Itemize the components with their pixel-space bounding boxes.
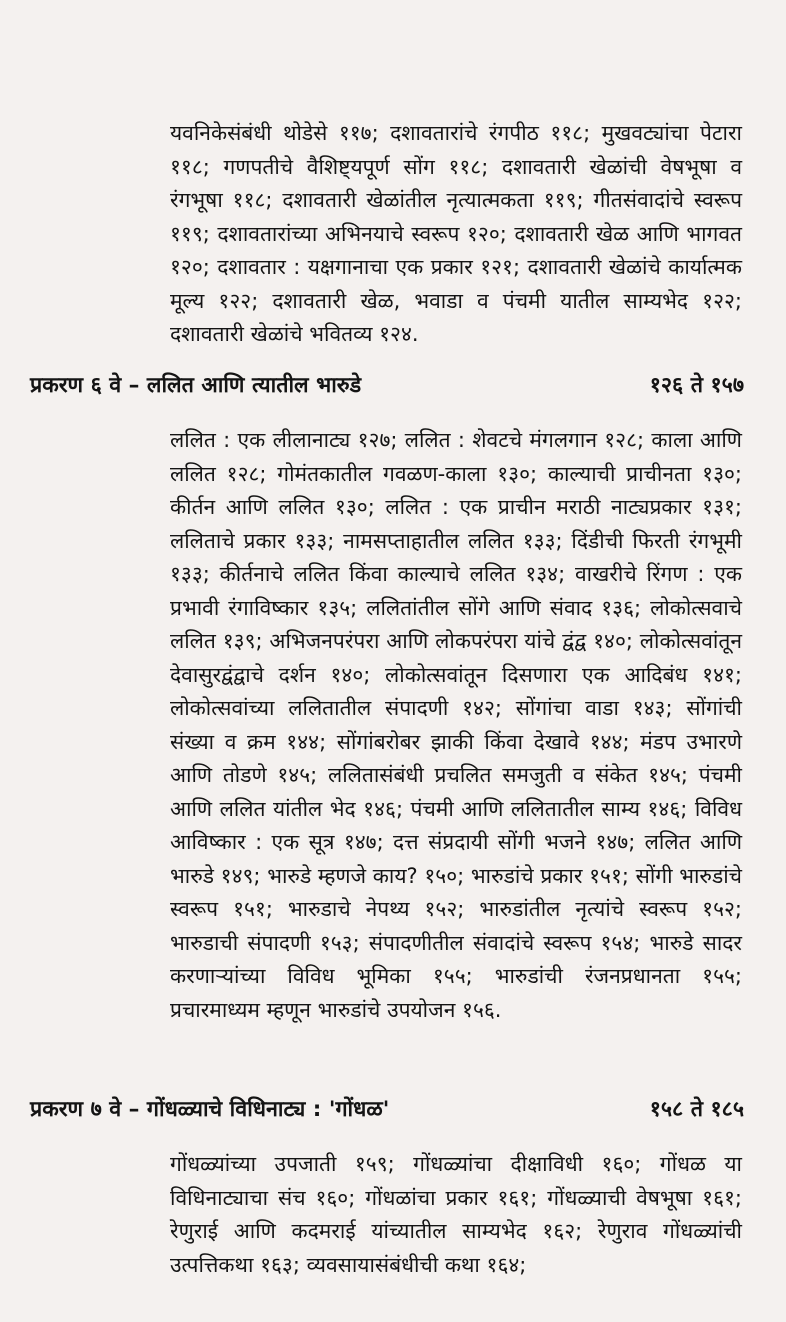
chapter-7-heading [30,1093,744,1127]
chapter-5-contents-continued: यवनिकेसंबंधी थोडेसे ११७; दशावतारांचे रंगपीठ ११८; मुखवट्यांचा पेटारा ११८; गणपतीचे वैशिष्ट्यपूर्ण सोंग ११८; दशावतारी खेळांची वेषभूषा व रंगभूषा ११८; दशावतारी खेळांतील नृत्यात्मकता ११९; गीतसंवादांचे स्वरूप ११९; दशावतारांच्या अभिनयाचे स्वरूप १२०; दशावतारी खेळ आणि भागवत १२०; दशावतार : यक्षगानाचा एक प्रकार १२१; दशावतारी खेळांचे कार्यात्मक मूल्य १२२; दशावतारी खेळ, भवाडा व पंचमी यातील साम्यभेद १२२; दशावतारी खेळांचे भवितव्य १२४. [170,121,742,346]
chapter-6-contents: ललित : एक लीलानाट्य १२७; ललित : शेवटचे मंगलगान १२८; काला आणि ललित १२८; गोमंतकातील गवळण-काला १३०; काल्याची प्राचीनता १३०; कीर्तन आणि ललित १३०; ललित : एक प्राचीन मराठी नाट्यप्रकार १३१; ललिताचे प्रकार १३३; नामसप्ताहातील ललित १३३; दिंडीची फिरती रंगभूमी १३३; कीर्तनाचे ललित किंवा काल्याचे ललित १३४; वाखरीचे रिंगण : एक प्रभावी रंगाविष्कार १३५; ललितांतील सोंगे आणि संवाद १३६; लोकोत्सवाचे ललित १३९; अभिजनपरंपरा आणि लोकपरंपरा यांचे द्वंद्व १४०; लोकोत्सवांतून देवासुरद्वंद्वाचे दर्शन १४०; लोकोत्सवांतून दिसणारा एक आदिबंध १४१; लोकोत्सवांच्या ललितातील संपादणी १४२; सोंगांचा वाडा १४३; सोंगांची संख्या व क्रम १४४; सोंगांबरोबर झाकी किंवा देखावे १४४; मंडप उभारणे आणि तोडणे १४५; ललितासंबंधी प्रचलित समजुती व संकेत १४५; पंचमी आणि ललित यांतील भेद १४६; पंचमी आणि ललितातील साम्य १४६; विविध आविष्कार : एक सूत्र १४७; दत्त संप्रदायी सोंगी भजने १४७; ललित आणि भारुडे १४९; भारुडे म्हणजे काय? १५०; भारुडांचे प्रकार १५१; सोंगी भारुडांचे स्वरूप १५१; भारुडाचे नेपथ्य १५२; भारुडांतील नृत्यांचे स्वरूप १५२; भारुडाची संपादणी १५३; संपादणीतील संवादांचे स्वरूप १५४; भारुडे सादर करणाऱ्यांच्या विविध भूमिका १५५; भारुडांची रंजनप्रधानता १५५; प्रचारमाध्यम म्हणून भारुडांचे उपयोजन १५६. [170,428,742,1022]
chapter-6-page-range: १२६ ते १५७ [649,373,744,398]
chapter-6-heading [30,369,744,403]
chapter-7-contents: गोंधळ्यांच्या उपजाती १५९; गोंधळ्यांचा दीक्षाविधी १६०; गोंधळ या विधिनाट्याचा संच १६०; गोंधळांचा प्रकार १६१; गोंधळ्याची वेषभूषा १६१; रेणुराई आणि कदमराई यांच्यातील साम्यभेद १६२; रेणुराव गोंधळ्यांची उत्पत्तिकथा १६३; व्यवसायासंबंधीची कथा १६४; [170,1152,742,1277]
chapter-6-title: प्रकरण ६ वे – ललित आणि त्यातील भारुडे [30,373,362,398]
chapter-7-page-range: १५८ ते १८५ [649,1097,744,1122]
chapter-7-title: प्रकरण ७ वे – गोंधळ्याचे विधिनाट्य : 'गोंधळ' [30,1097,390,1122]
